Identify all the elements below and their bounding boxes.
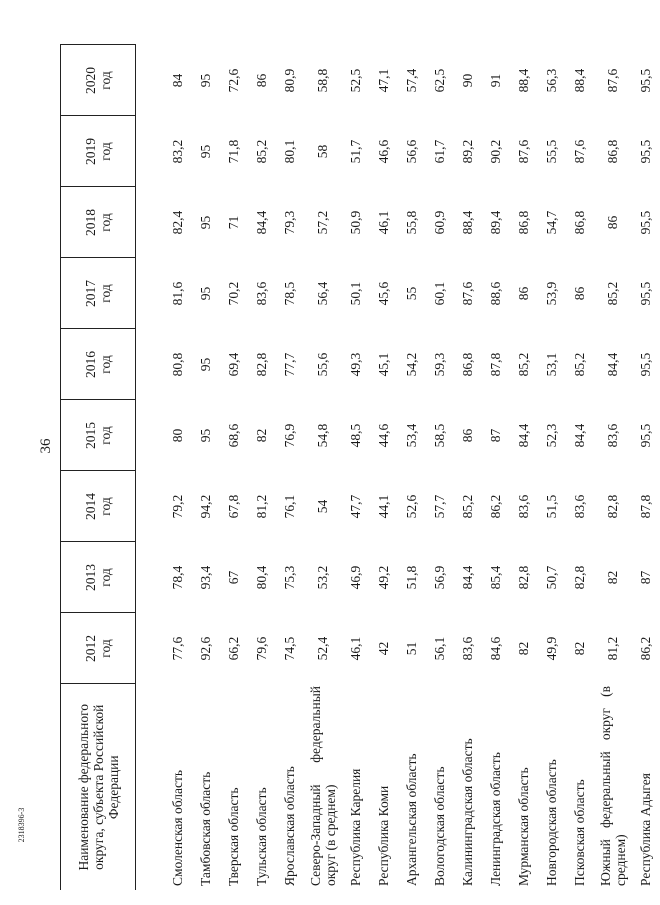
row-name: Северо-Западный федеральный округ (в среднем) <box>307 686 338 886</box>
row-value: 58 <box>315 144 330 159</box>
row-value: 83,6 <box>605 423 620 448</box>
row-value: 42 <box>376 641 391 656</box>
table-header <box>61 45 136 890</box>
row-name: Республика Коми <box>376 785 391 886</box>
row-value: 77,7 <box>282 352 297 377</box>
table-row <box>164 45 192 890</box>
row-value: 87,6 <box>572 139 587 164</box>
row-value: 86,8 <box>572 210 587 235</box>
row-name: Южный федеральный округ (в среднем) <box>597 686 628 886</box>
row-value: 54,2 <box>404 352 419 377</box>
header-year-2017 <box>61 258 136 329</box>
table-row <box>482 45 510 890</box>
document-code: 2318396-3 <box>17 807 26 843</box>
header-year-2019 <box>61 116 136 187</box>
row-value: 67,8 <box>226 494 241 519</box>
table-body <box>136 45 660 890</box>
row-value: 72,6 <box>226 68 241 93</box>
row-value: 86 <box>572 286 587 301</box>
row-value: 95 <box>198 73 213 88</box>
rotated-table-wrapper <box>60 45 653 890</box>
table-row <box>566 45 594 890</box>
row-value: 95,5 <box>638 139 653 164</box>
row-name: Тамбовская область <box>198 771 213 886</box>
header-year-number: 2012 <box>83 635 98 662</box>
row-value: 89,4 <box>488 210 503 235</box>
row-value: 66,2 <box>226 636 241 661</box>
row-name: Тверская область <box>226 787 241 886</box>
row-name: Смоленская область <box>170 769 185 886</box>
row-value: 46,1 <box>348 636 363 661</box>
header-year-2012 <box>61 613 136 684</box>
row-value: 82,8 <box>572 565 587 590</box>
header-year-unit: год <box>98 142 113 161</box>
row-value: 53,4 <box>404 423 419 448</box>
row-value: 80,4 <box>254 565 269 590</box>
row-value: 44,1 <box>376 494 391 519</box>
row-value: 45,1 <box>376 352 391 377</box>
row-value: 91 <box>488 73 503 88</box>
row-value: 46,6 <box>376 139 391 164</box>
row-value: 86 <box>460 428 475 443</box>
row-value: 95 <box>198 215 213 230</box>
row-value: 55 <box>404 286 419 301</box>
row-value: 93,4 <box>198 565 213 590</box>
row-value: 87 <box>488 428 503 443</box>
row-value: 83,6 <box>516 494 531 519</box>
table-row <box>220 45 248 890</box>
row-value: 84,4 <box>460 565 475 590</box>
row-value: 50,1 <box>348 281 363 306</box>
row-name: Мурманская область <box>516 767 531 886</box>
row-value: 49,3 <box>348 352 363 377</box>
row-value: 84,6 <box>488 636 503 661</box>
row-value: 86 <box>516 286 531 301</box>
header-year-number: 2020 <box>83 67 98 94</box>
row-value: 56,1 <box>432 636 447 661</box>
row-value: 81,2 <box>254 494 269 519</box>
row-value: 87 <box>638 570 653 585</box>
page-number: 36 <box>38 438 54 454</box>
row-value: 82,8 <box>254 352 269 377</box>
row-value: 82 <box>605 570 620 585</box>
row-value: 81,6 <box>170 281 185 306</box>
row-value: 85,4 <box>488 565 503 590</box>
row-value: 69,4 <box>226 352 241 377</box>
row-value: 52,4 <box>315 636 330 661</box>
row-value: 82,8 <box>516 565 531 590</box>
row-name: Ярославская область <box>282 766 297 886</box>
row-value: 47,1 <box>376 68 391 93</box>
row-value: 58,5 <box>432 423 447 448</box>
table-row <box>510 45 538 890</box>
table-row <box>426 45 454 890</box>
row-value: 83,6 <box>460 636 475 661</box>
row-value: 95 <box>198 144 213 159</box>
header-year-number: 2013 <box>83 564 98 591</box>
header-year-unit: год <box>98 213 113 232</box>
header-year-unit: год <box>98 426 113 445</box>
row-value: 80,1 <box>282 139 297 164</box>
row-value: 58,8 <box>315 68 330 93</box>
row-value: 56,6 <box>404 139 419 164</box>
row-value: 86,2 <box>488 494 503 519</box>
header-year-2015 <box>61 400 136 471</box>
row-value: 55,8 <box>404 210 419 235</box>
row-value: 70,2 <box>226 281 241 306</box>
header-year-2018 <box>61 187 136 258</box>
table-row <box>342 45 370 890</box>
row-value: 45,6 <box>376 281 391 306</box>
row-value: 46,1 <box>376 210 391 235</box>
row-value: 84,4 <box>516 423 531 448</box>
row-value: 55,5 <box>544 139 559 164</box>
row-value: 46,9 <box>348 565 363 590</box>
row-value: 53,2 <box>315 565 330 590</box>
row-value: 82,8 <box>605 494 620 519</box>
row-value: 53,1 <box>544 352 559 377</box>
row-value: 95,5 <box>638 210 653 235</box>
row-value: 83,2 <box>170 139 185 164</box>
row-value: 55,6 <box>315 352 330 377</box>
row-value: 82 <box>254 428 269 443</box>
table-row <box>632 45 660 890</box>
row-value: 88,6 <box>488 281 503 306</box>
row-value: 87,6 <box>460 281 475 306</box>
row-value: 60,1 <box>432 281 447 306</box>
row-value: 85,2 <box>460 494 475 519</box>
row-value: 51,8 <box>404 565 419 590</box>
header-year-unit: год <box>98 568 113 587</box>
row-value: 84,4 <box>254 210 269 235</box>
table-row <box>304 45 342 890</box>
row-value: 57,4 <box>404 68 419 93</box>
header-year-unit: год <box>98 497 113 516</box>
table-row <box>538 45 566 890</box>
row-value: 95 <box>198 428 213 443</box>
row-value: 87,8 <box>488 352 503 377</box>
header-year-2020 <box>61 45 136 116</box>
table-container <box>60 45 653 890</box>
row-value: 88,4 <box>516 68 531 93</box>
row-value: 76,9 <box>282 423 297 448</box>
row-value: 53,9 <box>544 281 559 306</box>
row-value: 52,6 <box>404 494 419 519</box>
header-year-2014 <box>61 471 136 542</box>
indicator-table <box>60 45 660 891</box>
table-row <box>594 45 632 890</box>
row-value: 87,8 <box>638 494 653 519</box>
row-value: 54,8 <box>315 423 330 448</box>
header-year-number: 2016 <box>83 351 98 378</box>
row-value: 62,5 <box>432 68 447 93</box>
row-value: 51,5 <box>544 494 559 519</box>
row-value: 82,4 <box>170 210 185 235</box>
row-value: 85,2 <box>254 139 269 164</box>
row-value: 59,3 <box>432 352 447 377</box>
row-value: 78,4 <box>170 565 185 590</box>
row-value: 44,6 <box>376 423 391 448</box>
header-year-unit: год <box>98 639 113 658</box>
row-value: 54 <box>315 499 330 514</box>
row-value: 95,5 <box>638 68 653 93</box>
row-value: 90 <box>460 73 475 88</box>
table-row <box>398 45 426 890</box>
row-name: Ленинградская область <box>488 752 503 886</box>
row-value: 84,4 <box>605 352 620 377</box>
row-name: Псковская область <box>572 779 587 886</box>
row-value: 61,7 <box>432 139 447 164</box>
row-value: 85,2 <box>572 352 587 377</box>
row-value: 79,6 <box>254 636 269 661</box>
row-value: 82 <box>572 641 587 656</box>
row-value: 86,8 <box>516 210 531 235</box>
row-value: 56,4 <box>315 281 330 306</box>
row-value: 89,2 <box>460 139 475 164</box>
spacer-row <box>136 45 164 890</box>
row-value: 77,6 <box>170 636 185 661</box>
row-value: 83,6 <box>572 494 587 519</box>
row-name: Архангельская область <box>404 753 419 886</box>
row-value: 56,3 <box>544 68 559 93</box>
row-value: 92,6 <box>198 636 213 661</box>
header-row <box>61 45 136 890</box>
header-year-unit: год <box>98 71 113 90</box>
row-value: 49,2 <box>376 565 391 590</box>
header-year-2013 <box>61 542 136 613</box>
table-row <box>276 45 304 890</box>
row-value: 86,8 <box>605 139 620 164</box>
table-row <box>370 45 398 890</box>
row-value: 67 <box>226 570 241 585</box>
row-value: 81,2 <box>605 636 620 661</box>
row-name: Тульская область <box>254 787 269 886</box>
row-name: Калининградская область <box>460 738 475 886</box>
row-value: 95 <box>198 286 213 301</box>
header-year-number: 2018 <box>83 209 98 236</box>
header-year-number: 2017 <box>83 280 98 307</box>
row-value: 95 <box>198 357 213 372</box>
row-value: 86 <box>254 73 269 88</box>
row-value: 47,7 <box>348 494 363 519</box>
row-value: 57,2 <box>315 210 330 235</box>
row-value: 60,9 <box>432 210 447 235</box>
row-value: 80 <box>170 428 185 443</box>
row-name: Республика Адыгея <box>638 773 653 886</box>
header-year-unit: год <box>98 355 113 374</box>
row-value: 74,5 <box>282 636 297 661</box>
row-value: 88,4 <box>460 210 475 235</box>
row-value: 95,5 <box>638 423 653 448</box>
row-value: 87,6 <box>605 68 620 93</box>
table-row <box>192 45 220 890</box>
row-value: 71 <box>226 215 241 230</box>
table-row <box>454 45 482 890</box>
header-year-number: 2014 <box>83 493 98 520</box>
header-year-2016 <box>61 329 136 400</box>
row-value: 57,7 <box>432 494 447 519</box>
row-value: 87,6 <box>516 139 531 164</box>
row-value: 95,5 <box>638 352 653 377</box>
row-value: 78,5 <box>282 281 297 306</box>
row-value: 80,8 <box>170 352 185 377</box>
row-value: 82 <box>516 641 531 656</box>
row-value: 84,4 <box>572 423 587 448</box>
row-value: 51,7 <box>348 139 363 164</box>
header-year-number: 2015 <box>83 422 98 449</box>
row-value: 48,5 <box>348 423 363 448</box>
row-value: 94,2 <box>198 494 213 519</box>
row-value: 79,2 <box>170 494 185 519</box>
row-name: Вологодская область <box>432 766 447 886</box>
row-value: 52,5 <box>348 68 363 93</box>
row-value: 79,3 <box>282 210 297 235</box>
row-value: 50,9 <box>348 210 363 235</box>
row-value: 56,9 <box>432 565 447 590</box>
header-year-number: 2019 <box>83 138 98 165</box>
header-year-unit: год <box>98 284 113 303</box>
row-value: 68,6 <box>226 423 241 448</box>
row-value: 75,3 <box>282 565 297 590</box>
row-value: 76,1 <box>282 494 297 519</box>
row-value: 88,4 <box>572 68 587 93</box>
row-value: 85,2 <box>516 352 531 377</box>
row-value: 51 <box>404 641 419 656</box>
row-value: 50,7 <box>544 565 559 590</box>
row-value: 84 <box>170 73 185 88</box>
row-value: 86,2 <box>638 636 653 661</box>
row-value: 86 <box>605 215 620 230</box>
row-value: 52,3 <box>544 423 559 448</box>
row-value: 86,8 <box>460 352 475 377</box>
table-row <box>248 45 276 890</box>
row-value: 71,8 <box>226 139 241 164</box>
row-name: Новгородская область <box>544 759 559 886</box>
row-name: Республика Карелия <box>348 768 363 886</box>
row-value: 90,2 <box>488 139 503 164</box>
row-value: 83,6 <box>254 281 269 306</box>
row-value: 95,5 <box>638 281 653 306</box>
row-value: 80,9 <box>282 68 297 93</box>
row-value: 49,9 <box>544 636 559 661</box>
row-value: 85,2 <box>605 281 620 306</box>
row-value: 54,7 <box>544 210 559 235</box>
header-name: Наименование федерального округа, субъекта Российской Федерации <box>61 684 136 890</box>
